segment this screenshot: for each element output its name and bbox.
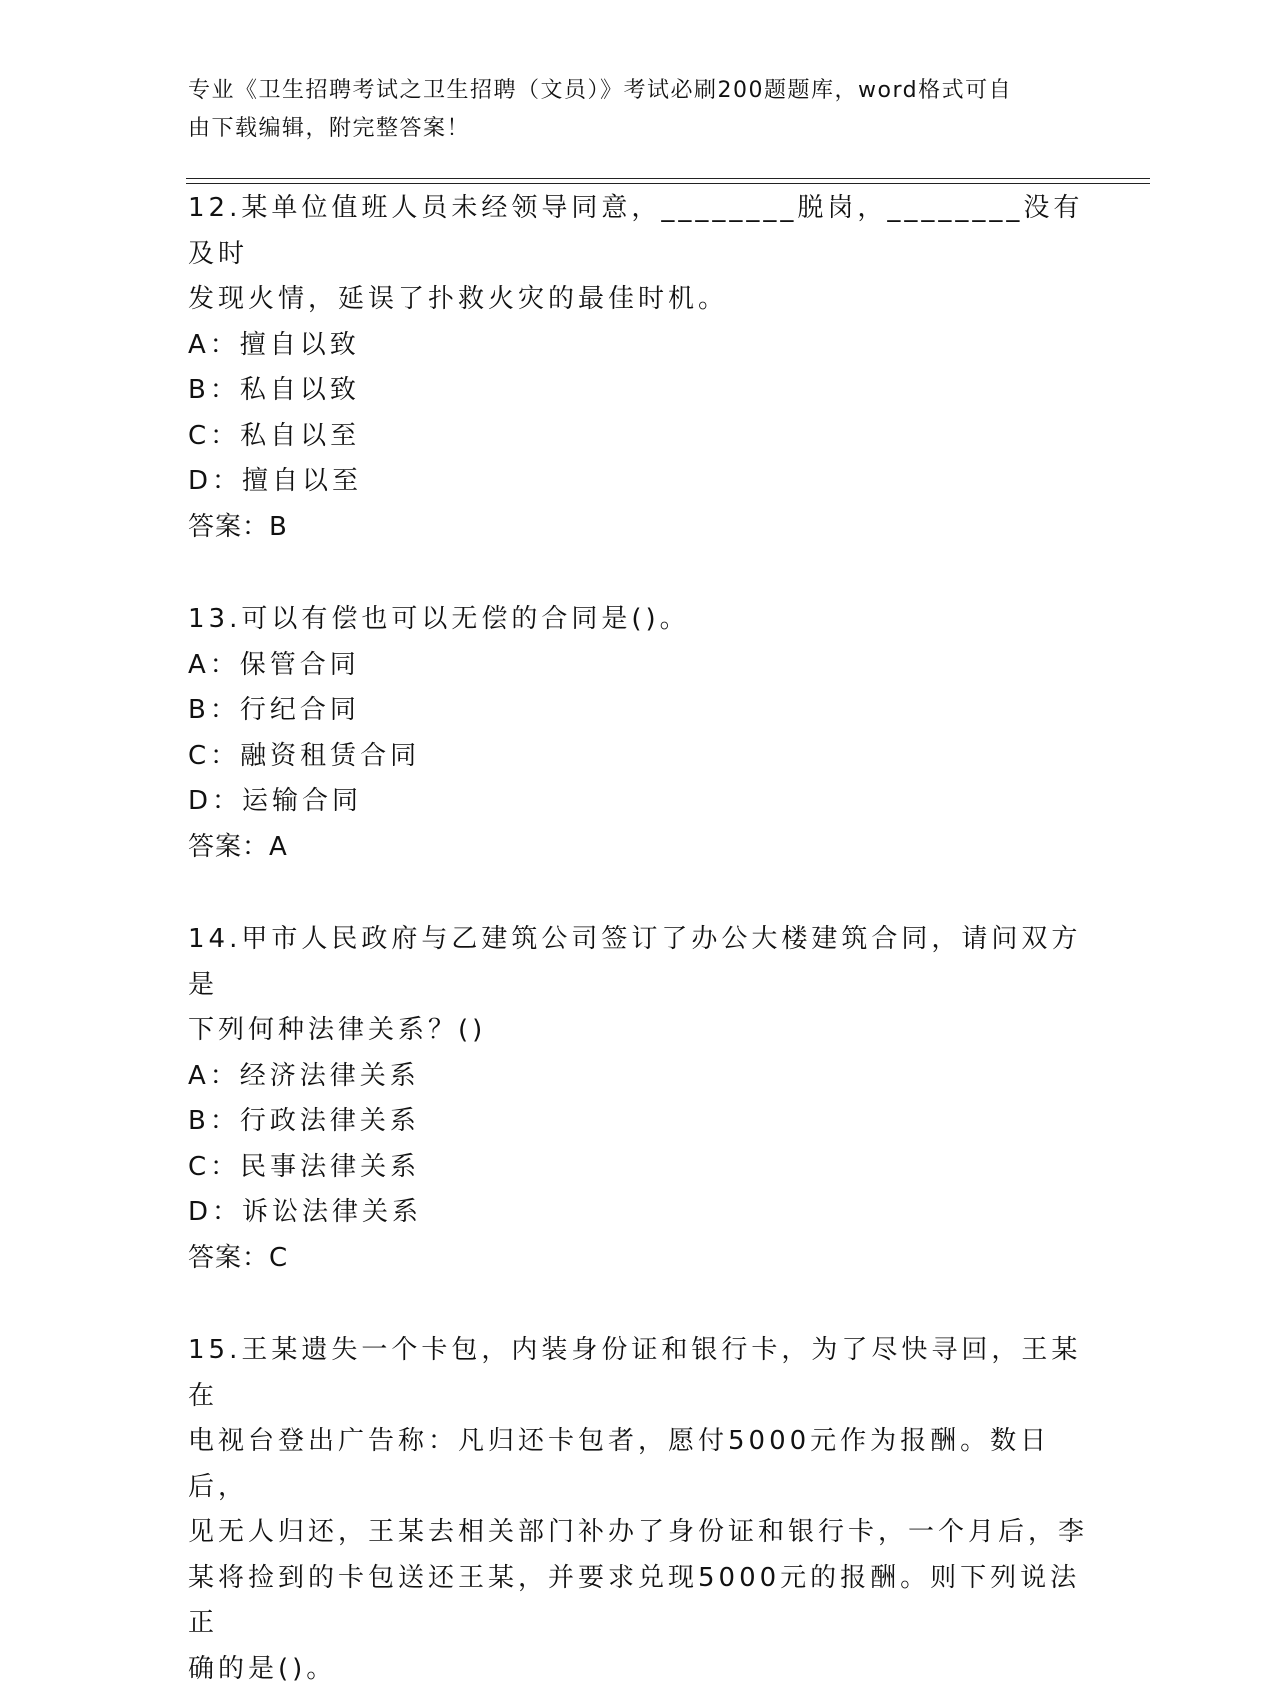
answer-line: 答案：B	[188, 505, 1088, 551]
question-stem	[188, 597, 1088, 643]
stem-line: 12.某单位值班人员未经领导同意，________脱岗，________没有及时	[188, 186, 1088, 277]
stem-line: 13.可以有偿也可以无偿的合同是()。	[188, 597, 1088, 643]
option-b: B：行纪合同	[188, 688, 1088, 734]
question-stem	[188, 186, 1088, 323]
stem-line: 见无人归还，王某去相关部门补办了身份证和银行卡，一个月后，李	[188, 1510, 1088, 1556]
option-c: C：私自以至	[188, 414, 1088, 460]
question-spacer	[188, 870, 1088, 917]
question-spacer	[188, 1281, 1088, 1328]
stem-line: 确的是()。	[188, 1647, 1088, 1692]
stem-line: 下列何种法律关系？()	[188, 1008, 1088, 1054]
answer-line: 答案：A	[188, 825, 1088, 871]
question-13	[188, 597, 1088, 870]
stem-line: 发现火情，延误了扑救火灾的最佳时机。	[188, 277, 1088, 323]
option-a: A：经济法律关系	[188, 1054, 1088, 1100]
answer-line: 答案：C	[188, 1236, 1088, 1282]
header-divider-top	[186, 178, 1150, 179]
question-stem	[188, 917, 1088, 1054]
option-a: A：保管合同	[188, 643, 1088, 689]
header-line-1: 专业《卫生招聘考试之卫生招聘（文员）》考试必刷200题题库，word格式可自	[188, 72, 1068, 110]
stem-line: 某将捡到的卡包送还王某，并要求兑现5000元的报酬。则下列说法正	[188, 1556, 1088, 1647]
header-line-2: 由下载编辑，附完整答案！	[188, 110, 1068, 148]
option-d: D：诉讼法律关系	[188, 1190, 1088, 1236]
option-d: D：运输合同	[188, 779, 1088, 825]
stem-line: 15.王某遗失一个卡包，内装身份证和银行卡，为了尽快寻回，王某在	[188, 1328, 1088, 1419]
question-14	[188, 917, 1088, 1281]
question-12	[188, 186, 1088, 550]
option-d: D：擅自以至	[188, 459, 1088, 505]
option-a: A：擅自以致	[188, 323, 1088, 369]
option-b: B：私自以致	[188, 368, 1088, 414]
question-15	[188, 1328, 1088, 1692]
option-c: C：民事法律关系	[188, 1145, 1088, 1191]
stem-line: 电视台登出广告称：凡归还卡包者，愿付5000元作为报酬。数日后，	[188, 1419, 1088, 1510]
question-stem	[188, 1328, 1088, 1692]
header-divider-bottom	[186, 183, 1150, 184]
question-list	[188, 186, 1088, 1692]
question-spacer	[188, 550, 1088, 597]
document-header	[188, 72, 1068, 148]
option-b: B：行政法律关系	[188, 1099, 1088, 1145]
option-c: C：融资租赁合同	[188, 734, 1088, 780]
stem-line: 14.甲市人民政府与乙建筑公司签订了办公大楼建筑合同，请问双方是	[188, 917, 1088, 1008]
